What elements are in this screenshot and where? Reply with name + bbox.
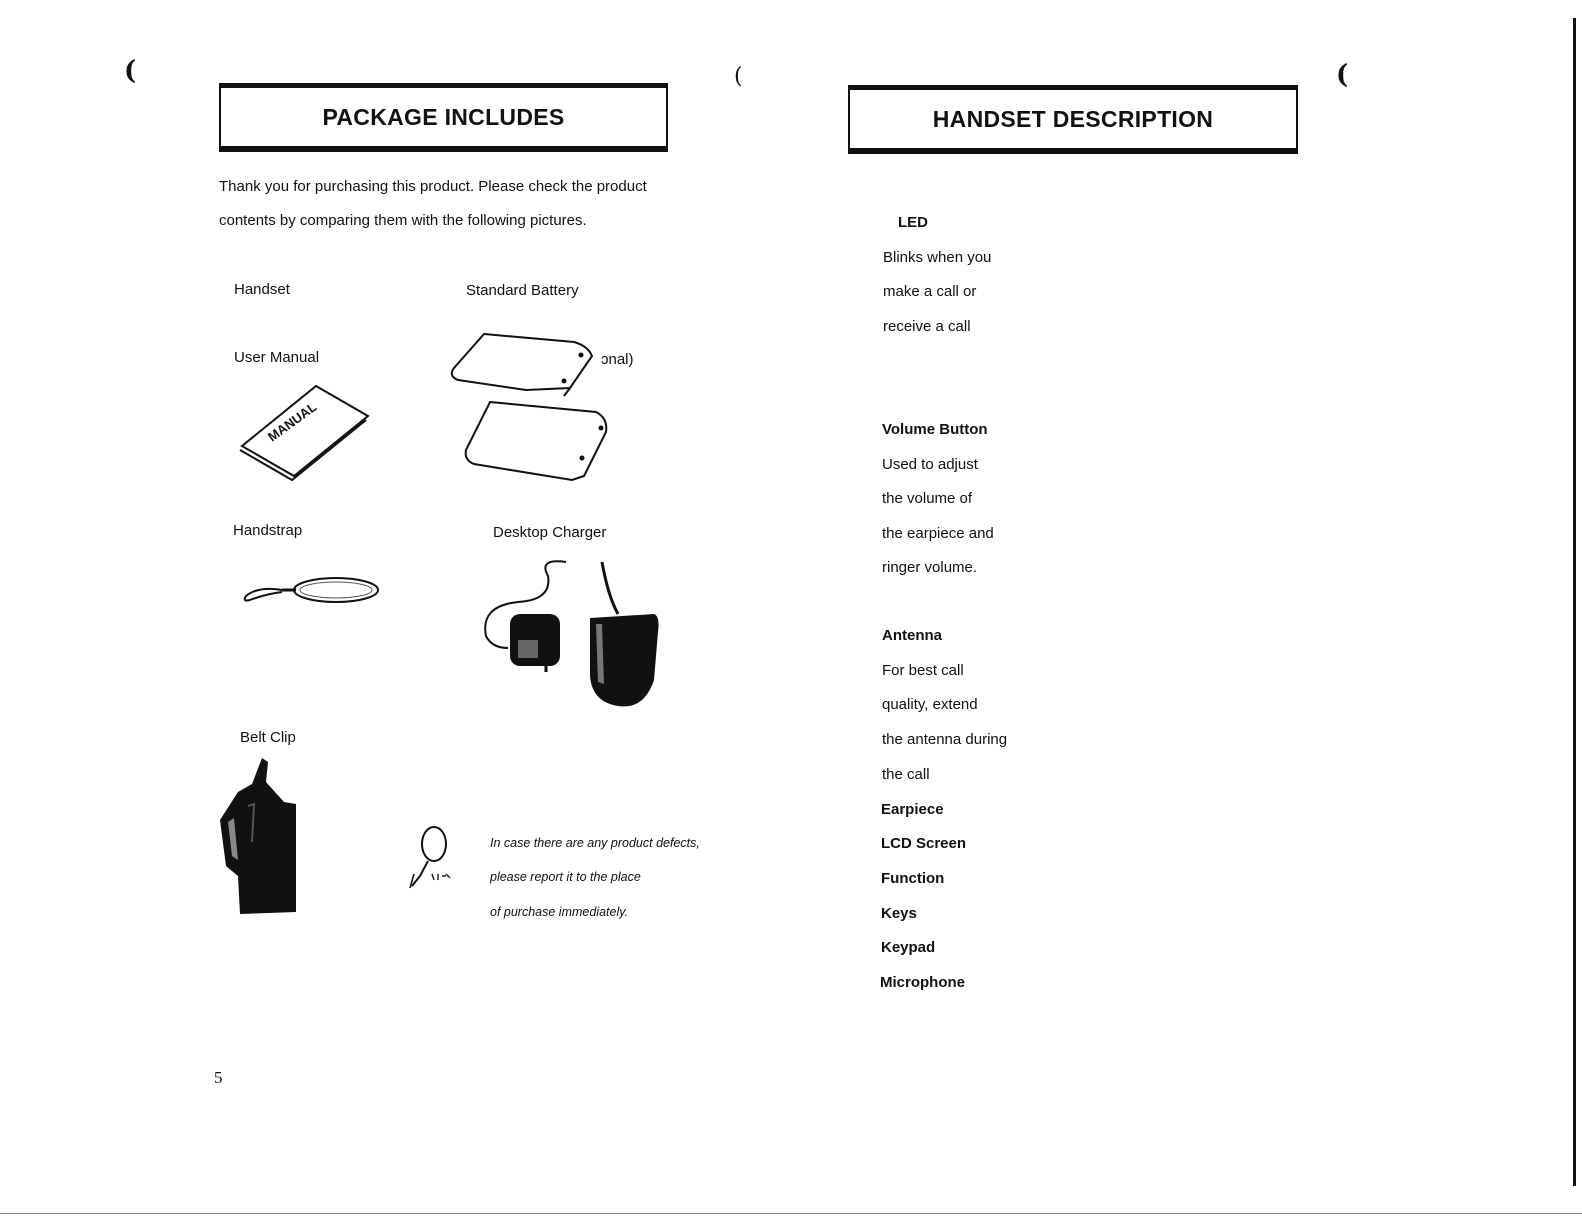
page-title: PACKAGE INCLUDES: [322, 103, 565, 130]
battery-top: [452, 334, 592, 396]
item-label-handset: Handset: [234, 281, 290, 298]
margin-mark-center: (: [734, 64, 743, 89]
intro-line-2: contents by comparing them with the following pictures.: [219, 212, 587, 229]
margin-mark-left: (: [124, 56, 137, 86]
antenna-line: For best call: [882, 662, 964, 679]
desktop-charger-illustration: [478, 556, 668, 712]
led-line: make a call or: [883, 283, 977, 300]
volume-heading: Volume Button: [882, 421, 988, 438]
label-microphone: Microphone: [880, 974, 965, 991]
handstrap-illustration: [238, 572, 384, 612]
volume-line: ringer volume.: [882, 559, 978, 576]
item-label-desktop-charger: Desktop Charger: [493, 524, 607, 541]
scan-edge-bottom: [0, 1213, 1582, 1214]
margin-mark-right: (: [1336, 60, 1349, 90]
label-keypad: Keypad: [881, 939, 936, 956]
volume-line: the earpiece and: [882, 525, 994, 542]
package-includes-header: [219, 86, 668, 148]
antenna-line: quality, extend: [882, 696, 978, 713]
page-title-right: HANDSET DESCRIPTION: [932, 105, 1214, 132]
led-line: receive a call: [883, 318, 971, 335]
item-label-optional-fragment: ɔnal): [601, 351, 634, 368]
item-label-handstrap: Handstrap: [233, 522, 303, 539]
note-line-3: of purchase immediately.: [490, 905, 629, 919]
label-function: Function: [881, 870, 945, 887]
led-heading: LED: [898, 214, 928, 231]
handset-description-header: [848, 88, 1298, 150]
volume-line: Used to adjust: [882, 456, 978, 473]
user-manual-illustration: [234, 378, 374, 482]
led-line: Blinks when you: [883, 249, 992, 266]
battery-bottom: [466, 402, 607, 480]
manual-cover-text: MANUAL: [264, 399, 320, 445]
antenna-heading: Antenna: [882, 627, 942, 644]
scan-edge-right: [1573, 18, 1576, 1186]
antenna-line: the antenna during: [882, 731, 1008, 748]
label-earpiece: Earpiece: [881, 801, 944, 818]
intro-line-1: Thank you for purchasing this product. Please check the product: [219, 178, 647, 195]
note-magnifier-icon: [406, 824, 466, 894]
battery-illustration: [446, 328, 616, 484]
page-number: 5: [214, 1068, 223, 1087]
note-line-1: In case there are any product defects,: [490, 836, 700, 850]
item-label-user-manual: User Manual: [234, 349, 320, 366]
label-lcd-screen: LCD Screen: [881, 835, 967, 852]
volume-line: the volume of: [882, 490, 973, 507]
item-label-belt-clip: Belt Clip: [240, 729, 296, 746]
note-line-2: please report it to the place: [490, 870, 641, 884]
antenna-line: the call: [882, 766, 930, 783]
label-keys: Keys: [881, 905, 917, 922]
belt-clip-illustration: [218, 756, 302, 918]
item-label-standard-battery: Standard Battery: [466, 282, 579, 299]
